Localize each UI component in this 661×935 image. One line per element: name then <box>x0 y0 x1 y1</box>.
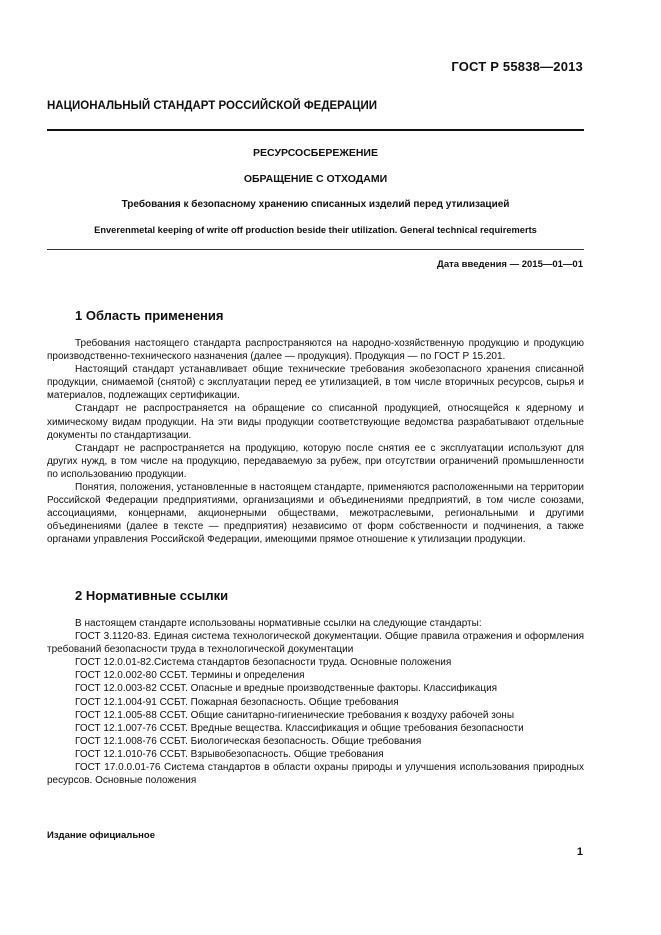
official-edition-label: Издание официальное <box>47 830 155 841</box>
paragraph: Стандарт не распространяется на обращение со списанной продукцией, относящейся к ядерному и химическому видам продукции. На эти виды продукции соответствующие ведомства разрабатывают отдельные документы по стандартизации. <box>47 403 584 441</box>
section-1-body <box>47 337 584 547</box>
paragraph: Понятия, положения, установленные в настоящем стандарте, применяются расположенными на территории Российской Федерации предприятиями, организациями и объединениями предприятий, в том числе союзами, ассоциациями, концернами, акционерными обществами, межотраслевыми, региональными и другими объединениями (далее в тексте — предприятия) независимо от форм собственности и подчинения, а также органами управления Российской Федерации, имеющими прямое отношение к утилизации продукции. <box>47 482 584 546</box>
paragraph: Настоящий стандарт устанавливает общие технические требования экобезопасного хранения списанной продукции, снимаемой (снятой) с эксплуатации перед ее утилизацией, в том числе вторичных ресурсов, сырья и материалов, подлежащих сертификации. <box>47 364 584 402</box>
reference-item: ГОСТ 12.1.010-76 ССБТ. Взрывобезопасность. Общие требования <box>75 748 384 760</box>
title-line-1: РЕСУРСОСБЕРЕЖЕНИЕ <box>253 147 378 159</box>
title-line-3: Требования к безопасному хранению списанных изделий перед утилизацией <box>121 199 510 210</box>
document-number: ГОСТ Р 55838—2013 <box>451 59 583 74</box>
reference-item: ГОСТ 12.0.003-82 ССБТ. Опасные и вредные производственные факторы. Классификация <box>75 683 498 695</box>
reference-item: ГОСТ 12.0.01-82.Система стандартов безопасности труда. Основные положения <box>75 657 452 669</box>
reference-item: ГОСТ 3.1120-83. Единая система технологической документации. Общие правила отражения и оформления требований безопасности труда в технологической документации <box>47 631 584 656</box>
reference-item: ГОСТ 12.1.007-76 ССБТ. Вредные вещества. Классификация и общие требования безопасности <box>75 722 524 734</box>
national-standard-banner: НАЦИОНАЛЬНЫЙ СТАНДАРТ РОССИЙСКОЙ ФЕДЕРАЦИИ <box>47 100 378 112</box>
title-english: Enverenmetal keeping of write off production beside their utilization. General technical requiremerts <box>94 225 537 235</box>
section-1-heading: 1 Область применения <box>75 308 224 323</box>
title-line-2: ОБРАЩЕНИЕ С ОТХОДАМИ <box>243 173 388 185</box>
paragraph: Стандарт не распространяется на продукцию, которую после снятия ее с эксплуатации используют для других нужд, в том числе на продукцию, передаваемую за рубеж, при отсутствии ограничений промышленности по использованию продукции. <box>47 442 584 480</box>
reference-item: ГОСТ 17.0.0.01-76 Система стандартов в области охраны природы и улучшения использования природных ресурсов. Основные положения <box>47 762 584 787</box>
reference-item: ГОСТ 12.0.002-80 ССБТ. Термины и определения <box>75 670 305 682</box>
introduction-date: Дата введения — 2015—01—01 <box>437 259 583 270</box>
section-2-body <box>47 617 584 787</box>
reference-item: ГОСТ 12.1.008-76 ССБТ. Биологическая безопасность. Общие требования <box>75 735 422 747</box>
section-2-heading: 2 Нормативные ссылки <box>75 588 229 603</box>
title-divider <box>47 249 584 250</box>
page-number: 1 <box>576 846 583 858</box>
paragraph: В настоящем стандарте использованы нормативные ссылки на следующие стандарты: <box>75 618 482 629</box>
reference-item: ГОСТ 12.1.005-88 ССБТ. Общие санитарно-гигиенические требования к воздуху рабочей зоны <box>75 709 515 721</box>
paragraph: Требования настоящего стандарта распространяются на народно-хозяйственную продукцию и продукцию производственно-технического назначения (далее — продукция). Продукция — по ГОСТ Р 15.201. <box>47 338 584 363</box>
reference-item: ГОСТ 12.1.004-91 ССБТ. Пожарная безопасность. Общие требования <box>75 696 399 708</box>
header-divider <box>47 129 584 131</box>
